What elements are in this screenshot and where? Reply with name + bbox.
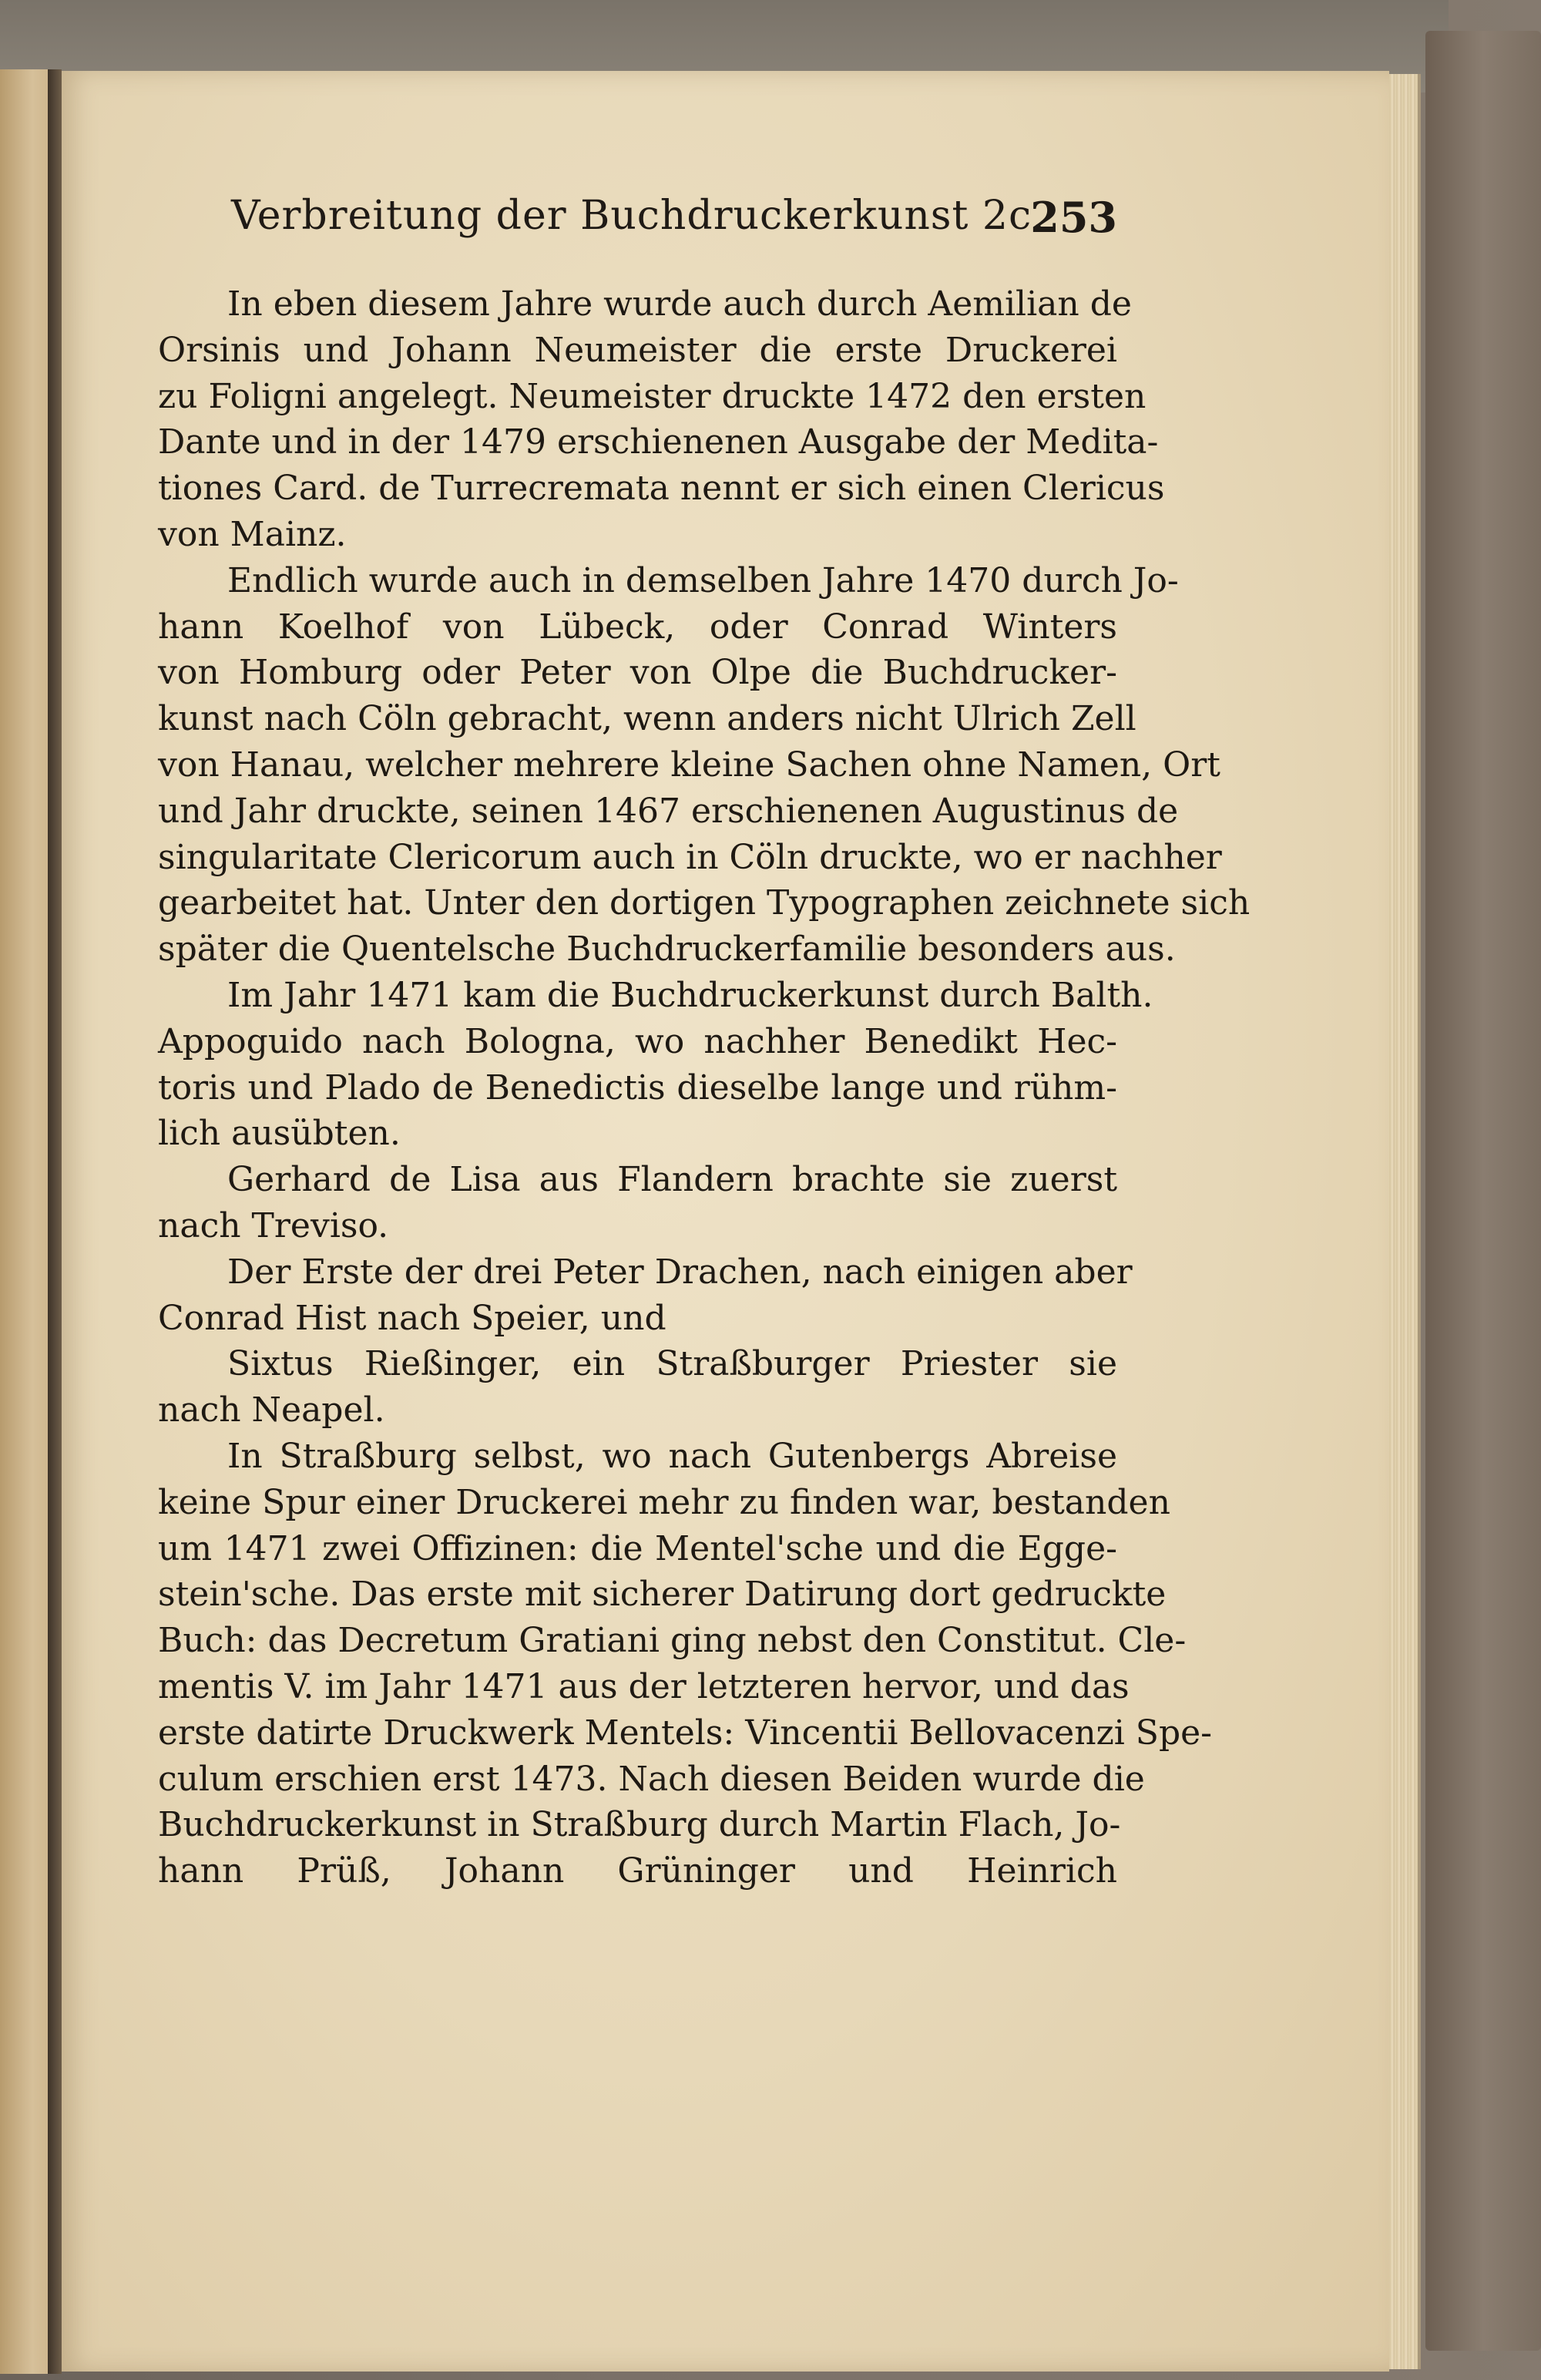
text-line: keine Spur einer Druckerei mehr zu finden war, bestanden [158, 1482, 1170, 1522]
text-line: erste datirte Druckwerk Mentels: Vincentii Bellovacenzi Spe- [158, 1713, 1213, 1753]
text-line: um 1471 zwei Offizinen: die Mentel'sche und die Egge- [158, 1528, 1117, 1568]
body-text [158, 281, 1251, 1894]
text-line: später die Quentelsche Buchdruckerfamilie besonders aus. [158, 929, 1176, 970]
text-line: mentis V. im Jahr 1471 aus der letzteren hervor, und das [158, 1666, 1130, 1706]
cover-right-edge [1425, 31, 1541, 2351]
text-line: Endlich wurde auch in demselben Jahre 1470 durch Jo- [227, 560, 1179, 600]
text-line: Appoguido nach Bologna, wo nachher Benedikt Hec- [158, 1021, 1117, 1061]
text-line: Im Jahr 1471 kam die Buchdruckerkunst durch Balth. [227, 975, 1153, 1015]
text-line: toris und Plado de Benedictis dieselbe lange und rühm- [158, 1067, 1117, 1108]
text-line: In eben diesem Jahre wurde auch durch Aemilian de [227, 284, 1132, 324]
text-line: Orsinis und Johann Neumeister die erste Druckerei [158, 330, 1117, 370]
text-line: singularitate Clericorum auch in Cöln druckte, wo er nachher [158, 837, 1222, 877]
page-gutter [48, 69, 62, 2374]
text-line: nach Neapel. [158, 1390, 385, 1430]
page-number: 253 [1030, 193, 1117, 242]
text-line: Der Erste der drei Peter Drachen, nach einigen aber [227, 1252, 1133, 1292]
text-line: Sixtus Rießinger, ein Straßburger Priester sie [227, 1344, 1117, 1384]
text-line: kunst nach Cöln gebracht, wenn anders nicht Ulrich Zell [158, 699, 1136, 739]
text-line: von Hanau, welcher mehrere kleine Sachen ohne Namen, Ort [158, 745, 1220, 785]
text-line: und Jahr druckte, seinen 1467 erschienenen Augustinus de [158, 791, 1179, 831]
text-line: von Homburg oder Peter von Olpe die Buchdrucker- [158, 653, 1117, 693]
text-line: In Straßburg selbst, wo nach Gutenbergs Abreise [227, 1436, 1117, 1476]
text-line: Conrad Hist nach Speier, und [158, 1298, 666, 1338]
facing-page-edge [0, 69, 54, 2374]
text-line: nach Treviso. [158, 1205, 389, 1245]
text-line: lich ausübten. [158, 1114, 401, 1154]
text-line: Buch: das Decretum Gratiani ging nebst den Constitut. Cle- [158, 1621, 1187, 1661]
text-line: tiones Card. de Turrecremata nennt er sich einen Clericus [158, 469, 1165, 509]
text-line: hann Koelhof von Lübeck, oder Conrad Winters [158, 607, 1117, 647]
text-line: Dante und in der 1479 erschienenen Ausgabe der Medita- [158, 422, 1159, 462]
text-line: zu Foligni angelegt. Neumeister druckte 1472 den ersten [158, 376, 1147, 416]
text-line: culum erschien erst 1473. Nach diesen Beiden wurde die [158, 1759, 1145, 1799]
text-line: hann Prüß, Johann Grüninger und Heinrich [158, 1851, 1117, 1891]
text-line: von Mainz. [158, 514, 347, 554]
text-line: stein'sche. Das erste mit sicherer Datirung dort gedruckte [158, 1575, 1167, 1615]
text-line: Buchdruckerkunst in Straßburg durch Martin Flach, Jo- [158, 1805, 1121, 1845]
text-line: gearbeitet hat. Unter den dortigen Typographen zeichnete sich [158, 883, 1251, 923]
running-head: Verbreitung der Buchdruckerkunst 2c. [231, 193, 1046, 239]
text-line: Gerhard de Lisa aus Flandern brachte sie zuerst [227, 1160, 1117, 1200]
